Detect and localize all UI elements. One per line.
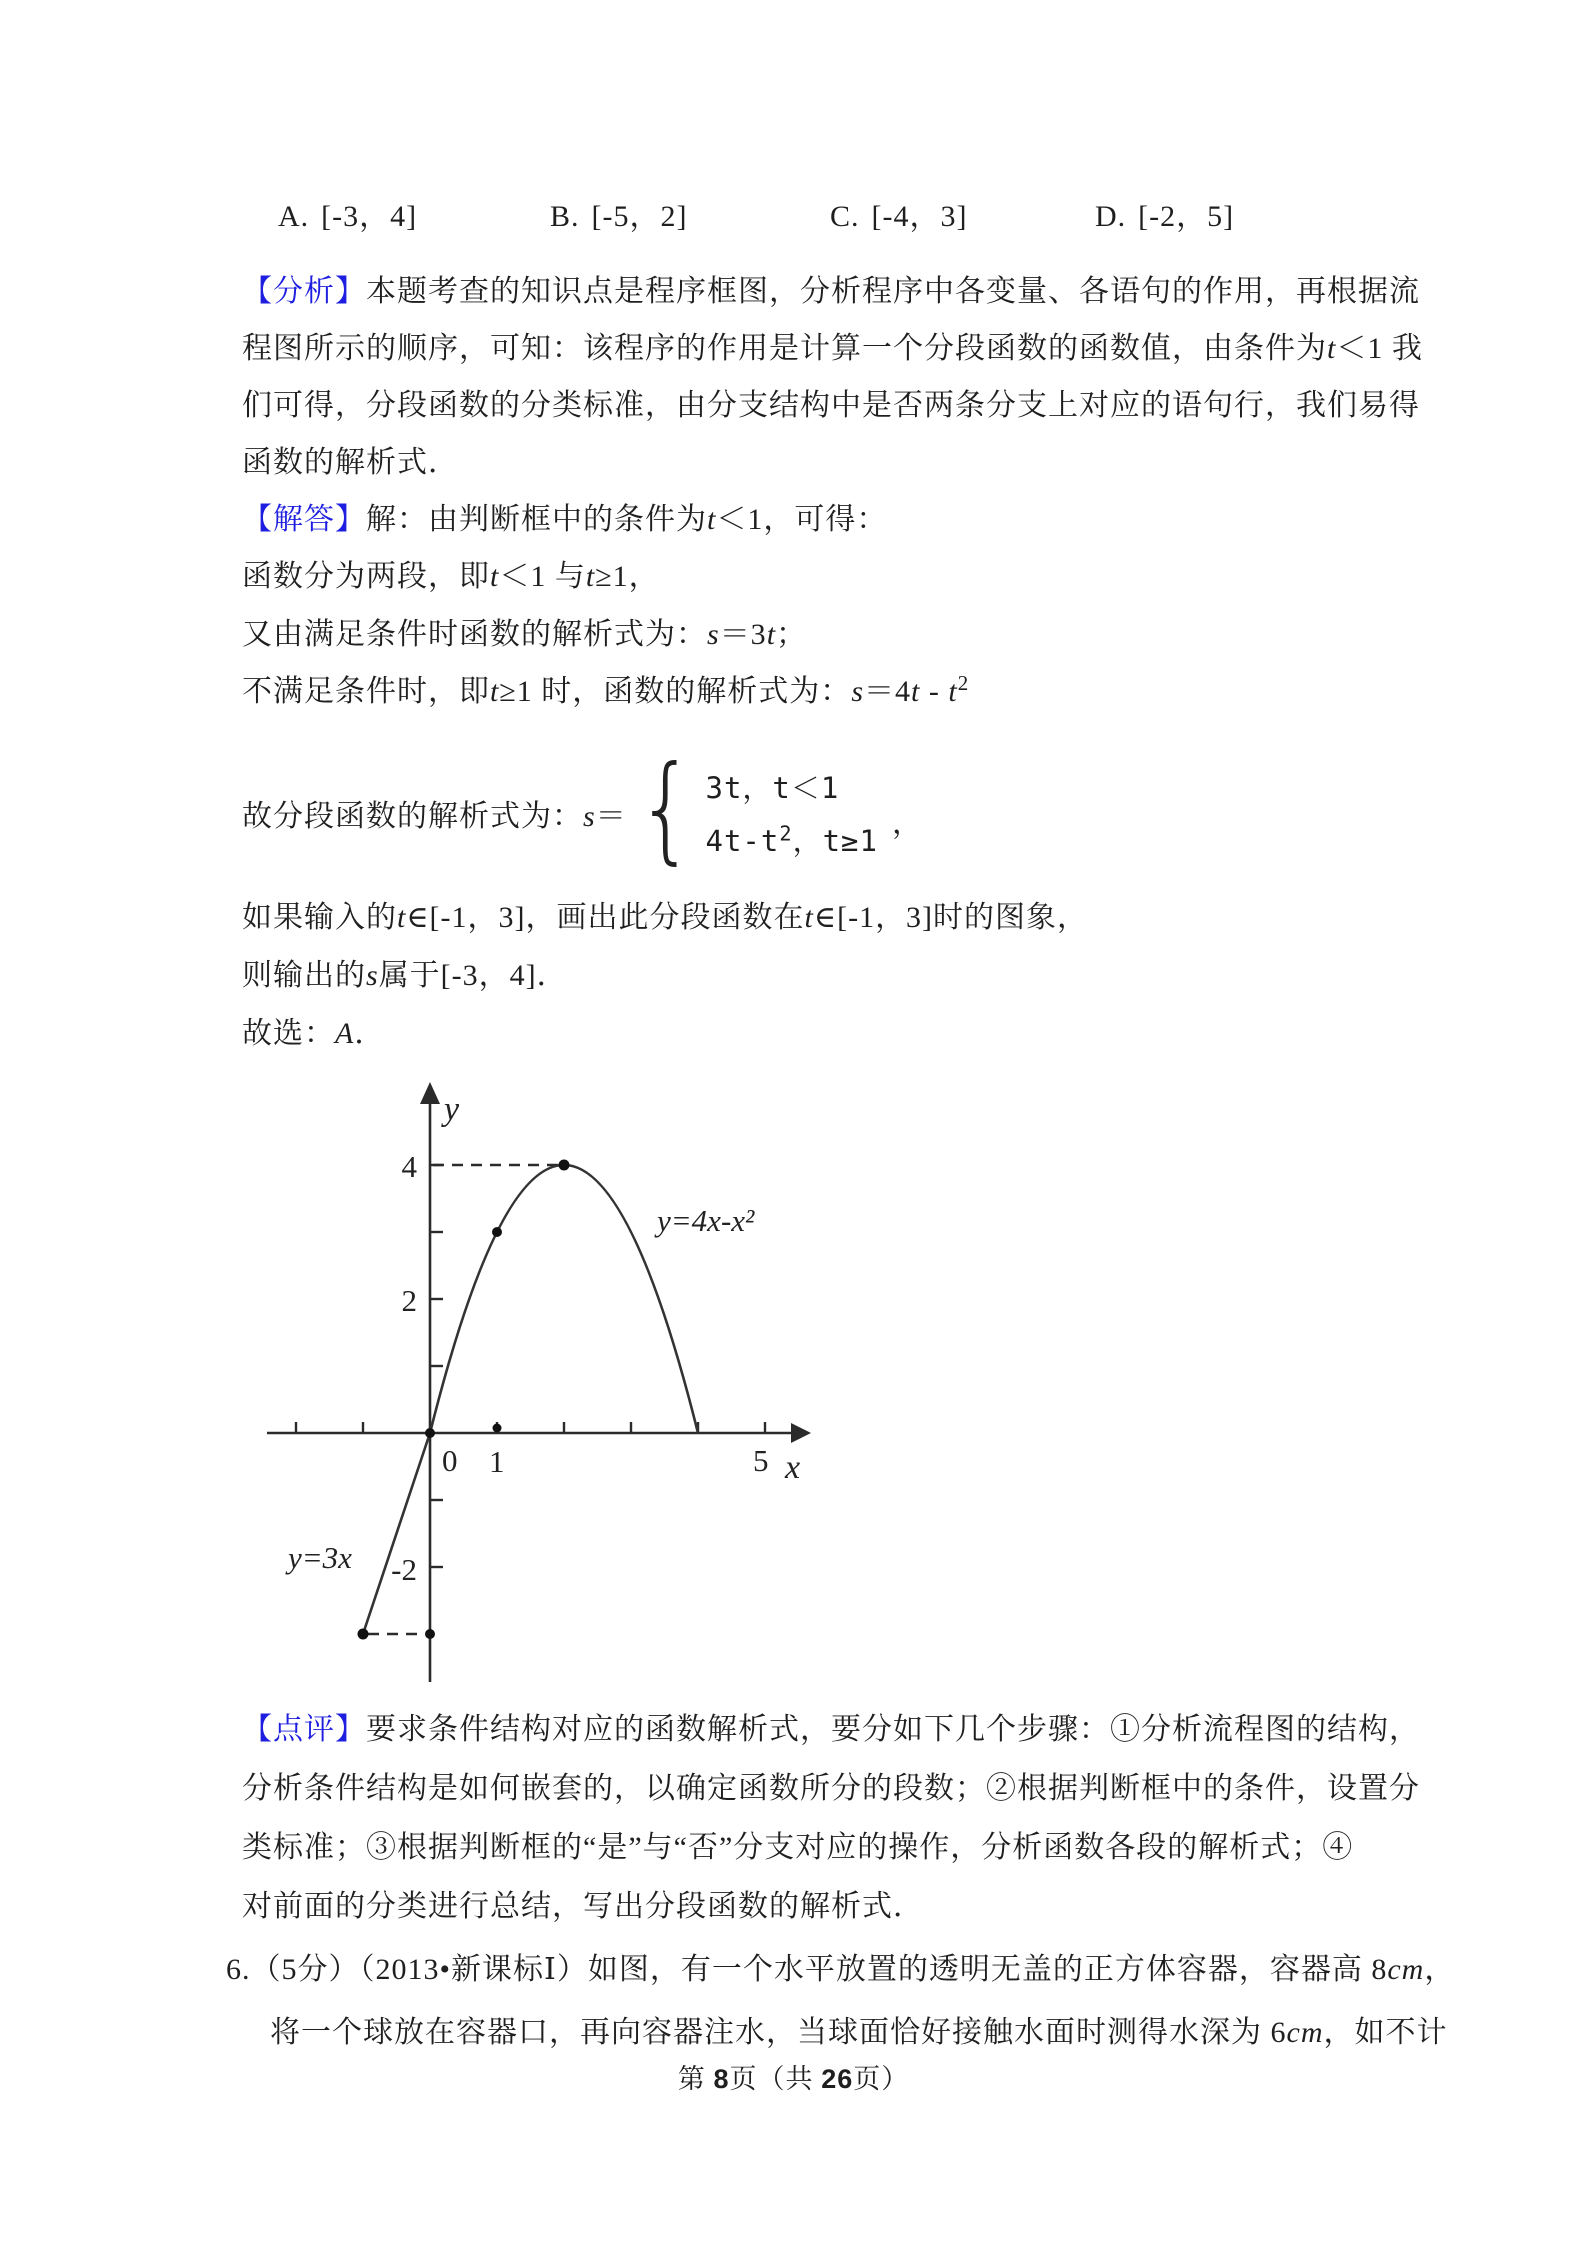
piecewise-case-1: 3t，t＜1	[705, 771, 840, 805]
parabola-equation-label: y=4x-x²	[657, 1203, 755, 1238]
function-graph	[195, 1078, 815, 1690]
y-ticks	[430, 1165, 443, 1567]
y-axis-label: y	[444, 1091, 460, 1128]
solution-line-5: 如果输入的t∈[-1，3]，画出此分段函数在t∈[-1，3]时的图象，	[242, 901, 1089, 934]
option-b: B. [-5，2]	[550, 200, 688, 233]
comment-line-4: 对前面的分类进行总结，写出分段函数的解析式．	[242, 1890, 924, 1923]
comment-tag: 【点评】	[242, 1713, 366, 1746]
tick-label-minus2: -2	[391, 1552, 417, 1587]
solution-line-2: 函数分为两段，即t＜1 与t≥1，	[242, 560, 660, 593]
piecewise-prefix: 故分段函数的解析式为：s＝	[242, 800, 627, 833]
tick-label-5: 5	[753, 1443, 769, 1478]
piecewise-formula	[242, 741, 923, 878]
analysis-line-3: 们可得，分段函数的分类标准，由分支结构中是否两条分支上对应的语句行，我们易得	[242, 389, 1420, 422]
solution-line-6: 则输出的s属于[-3，4]．	[242, 959, 568, 992]
left-brace: {	[636, 741, 697, 876]
x-axis-arrow	[791, 1423, 811, 1443]
analysis-line-2: 程图所示的顺序，可知：该程序的作用是计算一个分段函数的函数值，由条件为t＜1 我	[242, 332, 1423, 365]
tick-label-1: 1	[489, 1444, 505, 1479]
analysis-tag: 【分析】	[242, 275, 366, 308]
comment-line-2: 分析条件结构是如何嵌套的，以确定函数所分的段数；②根据判断框中的条件，设置分	[242, 1772, 1420, 1805]
solution-line-1: 【解答】解：由判断框中的条件为t＜1，可得：	[242, 503, 888, 536]
solution-tag: 【解答】	[242, 503, 366, 536]
x-axis-label: x	[785, 1449, 801, 1486]
solution-line-7: 故选：A．	[242, 1017, 386, 1050]
tick-label-0: 0	[442, 1443, 458, 1478]
function-graph-figure	[195, 1078, 815, 1690]
tick-label-4: 4	[401, 1149, 417, 1184]
piecewise-cases	[706, 766, 878, 860]
solution-line-4: 不满足条件时，即t≥1 时，函数的解析式为：$s=4t - t^2$	[242, 671, 970, 708]
comment-line-1: 【点评】要求条件结构对应的函数解析式，要分如下几个步骤：①分析流程图的结构，	[242, 1713, 1420, 1746]
option-c: C. [-4，3]	[830, 200, 968, 233]
y-axis-arrow	[420, 1082, 440, 1104]
question6-line-2: 将一个球放在容器口，再向容器注水，当球面恰好接触水面时测得水深为 6cm，如不计	[270, 2016, 1448, 2049]
tick-label-2: 2	[401, 1283, 417, 1318]
comment-line-3: 类标准；③根据判断框的“是”与“否”分支对应的操作，分析函数各段的解析式；④	[242, 1831, 1354, 1864]
analysis-line-1: 【分析】本题考查的知识点是程序框图，分析程序中各变量、各语句的作用，再根据流	[242, 275, 1420, 308]
option-d: D. [-2，5]	[1095, 200, 1235, 233]
analysis-line-4: 函数的解析式．	[242, 446, 459, 479]
marked-points	[358, 1160, 570, 1640]
line-equation-label: y=3x	[288, 1540, 352, 1575]
question6-line-1: 6.（5分）（2013•新课标Ⅰ）如图，有一个水平放置的透明无盖的正方体容器，容器高 8cm，	[226, 1953, 1456, 1986]
page-footer: 第 8页（共 26页）	[677, 2064, 910, 2094]
piecewise-case-2: $4t-t^2$，t≥1	[705, 821, 878, 858]
option-a: A. [-3，4]	[278, 200, 418, 233]
line-curve	[363, 1433, 430, 1634]
piecewise-trailing-comma: ，	[891, 807, 923, 840]
solution-line-3: 又由满足条件时函数的解析式为：s＝3t；	[242, 618, 808, 651]
